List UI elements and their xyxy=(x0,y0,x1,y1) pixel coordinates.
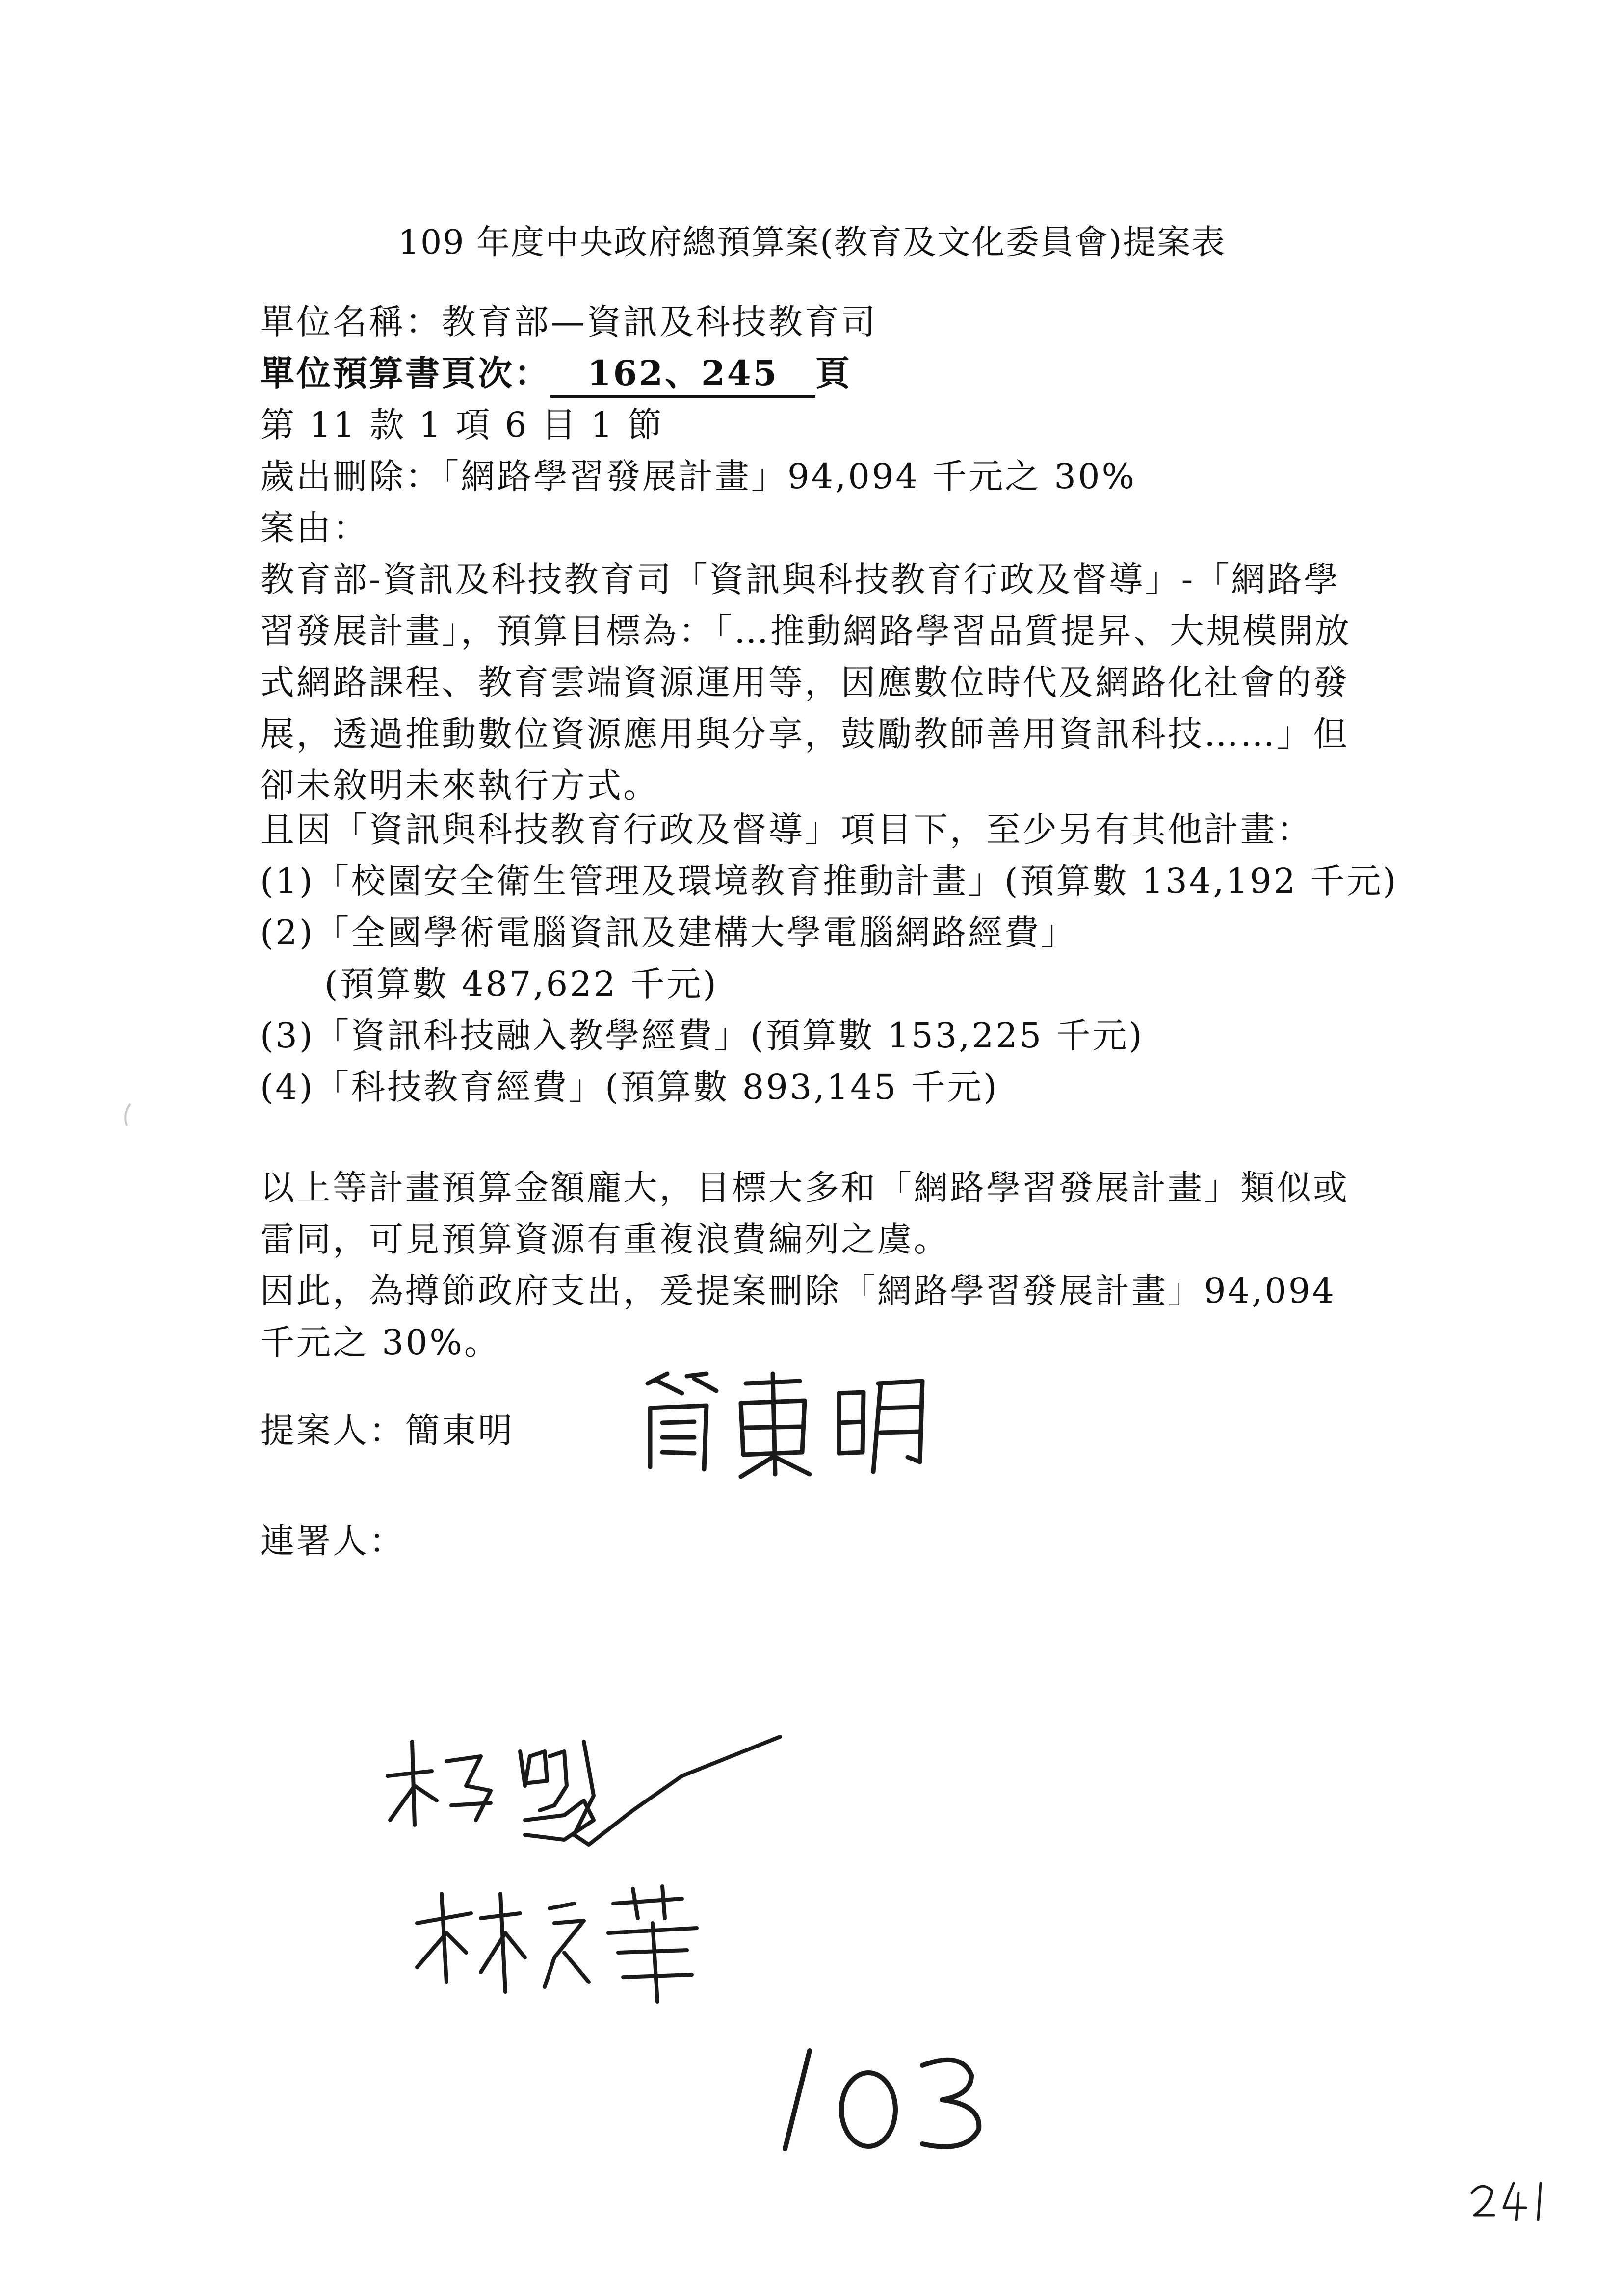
conclusion-line: 因此，為撙節政府支出，爰提案刪除「網路學習發展計畫」94,094 xyxy=(260,1271,1336,1311)
unit-name: 單位名稱：教育部—資訊及科技教育司 xyxy=(260,302,877,342)
document-title: 109 年度中央政府總預算案(教育及文化委員會)提案表 xyxy=(398,223,1226,262)
plan-item: (2)「全國學術電腦資訊及建構大學電腦網路經費」 xyxy=(260,913,1077,953)
section-line: 第 11 款 1 項 6 目 1 節 xyxy=(260,405,664,445)
budget-page-line xyxy=(260,346,852,398)
handwritten-page-number xyxy=(756,2041,1001,2159)
reason-line: 式網路課程、教育雲端資源運用等，因應數位時代及網路化社會的發 xyxy=(260,662,1349,703)
plan-item: (3)「資訊科技融入教學經費」(預算數 153,225 千元) xyxy=(260,1016,1144,1056)
plan-item: (1)「校園安全衛生管理及環境教育推動計畫」(預算數 134,192 千元) xyxy=(260,861,1398,901)
plan-item: (4)「科技教育經費」(預算數 893,145 千元) xyxy=(260,1067,999,1107)
conclusion-line: 以上等計畫預算金額龐大，目標大多和「網路學習發展計畫」類似或 xyxy=(260,1168,1349,1208)
corner-handwritten-number xyxy=(1467,2178,1560,2222)
conclusion-line: 千元之 30%。 xyxy=(260,1322,500,1362)
cosigner-label: 連署人： xyxy=(260,1521,405,1561)
budget-page-label: 單位預算書頁次： xyxy=(260,353,550,393)
reason-line: 教育部-資訊及科技教育司「資訊與科技教育行政及督導」-「網路學 xyxy=(260,559,1340,600)
plan-item: (預算數 487,622 千元) xyxy=(260,964,718,1004)
cosigner-signature-2 xyxy=(407,1879,726,2007)
scan-speck xyxy=(118,1099,137,1133)
cosigner-signature-1 xyxy=(378,1722,795,1889)
deletion-line: 歲出刪除：「網路學習發展計畫」94,094 千元之 30% xyxy=(260,456,1137,496)
budget-page-suffix: 頁 xyxy=(815,353,852,393)
reason-line: 習發展計畫」，預算目標為：「…推動網路學習品質提昇、大規模開放 xyxy=(260,611,1351,651)
other-plans-intro: 且因「資訊與科技教育行政及督導」項目下，至少另有其他計畫： xyxy=(260,809,1313,850)
conclusion-line: 雷同，可見預算資源有重複浪費編列之虞。 xyxy=(260,1219,950,1259)
reason-line: 展，透過推動數位資源應用與分享，鼓勵教師善用資訊科技……」但 xyxy=(260,714,1349,754)
proposer-label: 提案人：簡東明 xyxy=(260,1410,514,1451)
reason-label: 案由： xyxy=(260,508,369,548)
proposer-signature xyxy=(633,1364,927,1482)
reason-line: 卻未敘明未來執行方式。 xyxy=(260,765,659,806)
budget-pages-value: 162、245 xyxy=(550,346,815,398)
